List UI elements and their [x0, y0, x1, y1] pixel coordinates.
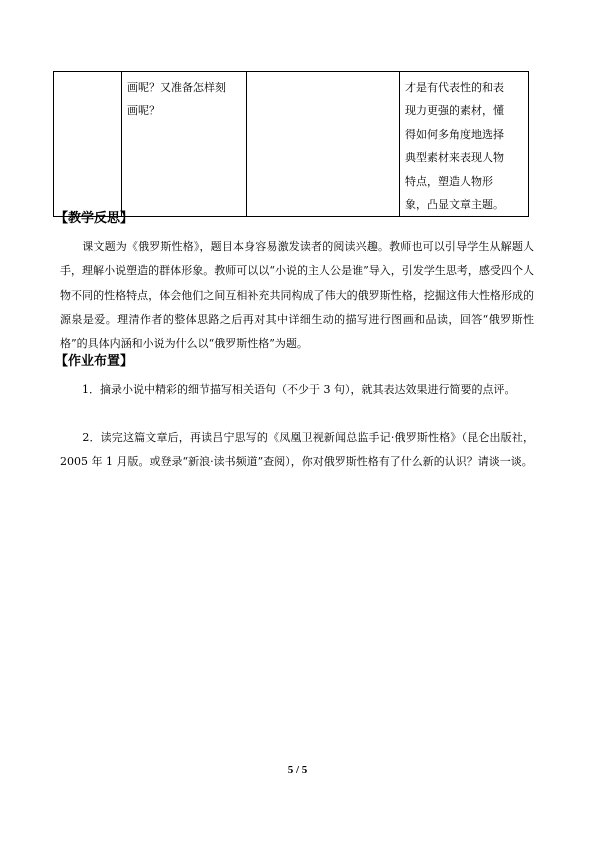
table-row: [54, 72, 529, 217]
table-cell-4: [400, 72, 529, 217]
cell-4-text: 才是有代表性的和表 现力更强的素材，懂 得如何多角度地选择 典型素材来表现人物 特点，塑造人物形 象，凸显文章主题。: [405, 81, 504, 212]
homework-item-2: 2．读完这篇文章后，再读吕宁思写的《凤凰卫视新闻总监手记·俄罗斯性格》（昆仑出版社，2005 年 1 月版。或登录“新浪·读书频道”查阅），你对俄罗斯性格有了什么新的认识？请谈一谈。: [60, 431, 534, 469]
reflection-heading: 【教学反思】: [55, 211, 134, 226]
table-cell-2: [122, 72, 247, 217]
lesson-table: [53, 71, 529, 217]
homework-heading: 【作业布置】: [55, 354, 134, 369]
homework-item-1: 1．摘录小说中精彩的细节描写相关语句（不少于 3 句），就其表达效果进行简要的点评。: [60, 383, 516, 396]
reflection-paragraph: 课文题为《俄罗斯性格》，题目本身容易激发读者的阅读兴趣。教师也可以引导学生从解题人手，理解小说塑造的群体形象。教师可以以“小说的主人公是谁”导入，引发学生思考，感受四个人物不同的性格特点，体会他们之间互相补充共同构成了伟大的俄罗斯性格，挖掘这伟大性格形成的源泉是爱。理清作者的整体思路之后再对其中详细生动的描写进行图画和品读，回答“俄罗斯性格”的具体内涵和小说为什么以“俄罗斯性格”为题。: [60, 240, 534, 351]
page-number: 5 / 5: [287, 764, 308, 776]
cell-2-text: 画呢？又准备怎样刻 画呢？: [127, 81, 226, 118]
table-cell-1: [54, 72, 122, 217]
table-cell-3: [247, 72, 400, 217]
